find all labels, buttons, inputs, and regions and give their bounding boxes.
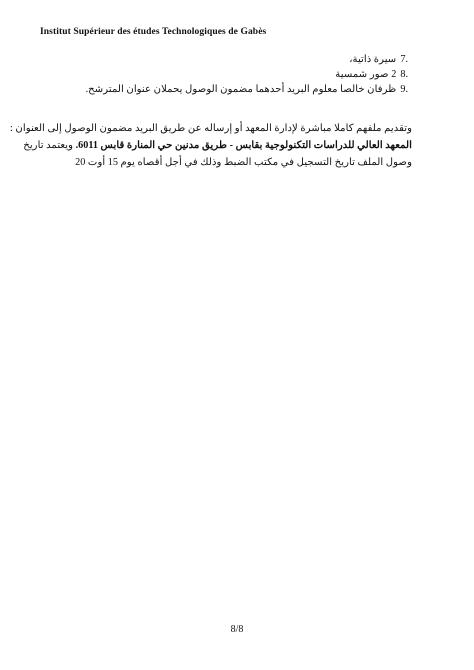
list-item	[48, 67, 408, 82]
list-item	[48, 82, 408, 97]
paragraph-line-2-rest: ويعتمد تاريخ	[23, 140, 76, 151]
list-item-text: 2 صور شمسية	[335, 69, 397, 80]
institute-address: المعهد العالي للدراسات التكنولوجية بقابس - طريق مدنين حي المنارة قابس 6011.	[75, 140, 412, 151]
list-item-number: 9.	[400, 84, 408, 95]
list-item	[48, 52, 408, 67]
requirements-list	[48, 52, 408, 97]
institution-header: Institut Supérieur des études Technologiques de Gabès	[40, 27, 267, 37]
list-item-number: 7.	[400, 54, 408, 65]
submission-paragraph	[10, 120, 412, 171]
paragraph-line-3: وصول الملف تاريخ التسجيل في مكتب الضبط وذلك في أجل أقصاه يوم 15 أوت 20	[75, 157, 412, 168]
page-number: 8/8	[230, 624, 244, 635]
paragraph-line-2	[23, 137, 412, 154]
list-item-number: 8.	[400, 69, 408, 80]
list-item-text: سيرة ذاتية،	[349, 54, 397, 65]
paragraph-line-1: وتقديم ملفهم كاملا مباشرة لإدارة المعهد أو إرساله عن طريق البريد مضمون الوصول إلى العنوان :	[10, 123, 412, 134]
list-item-text: ظرفان خالصا معلوم البريد أحدهما مضمون الوصول يحملان عنوان المترشح.	[85, 84, 397, 95]
